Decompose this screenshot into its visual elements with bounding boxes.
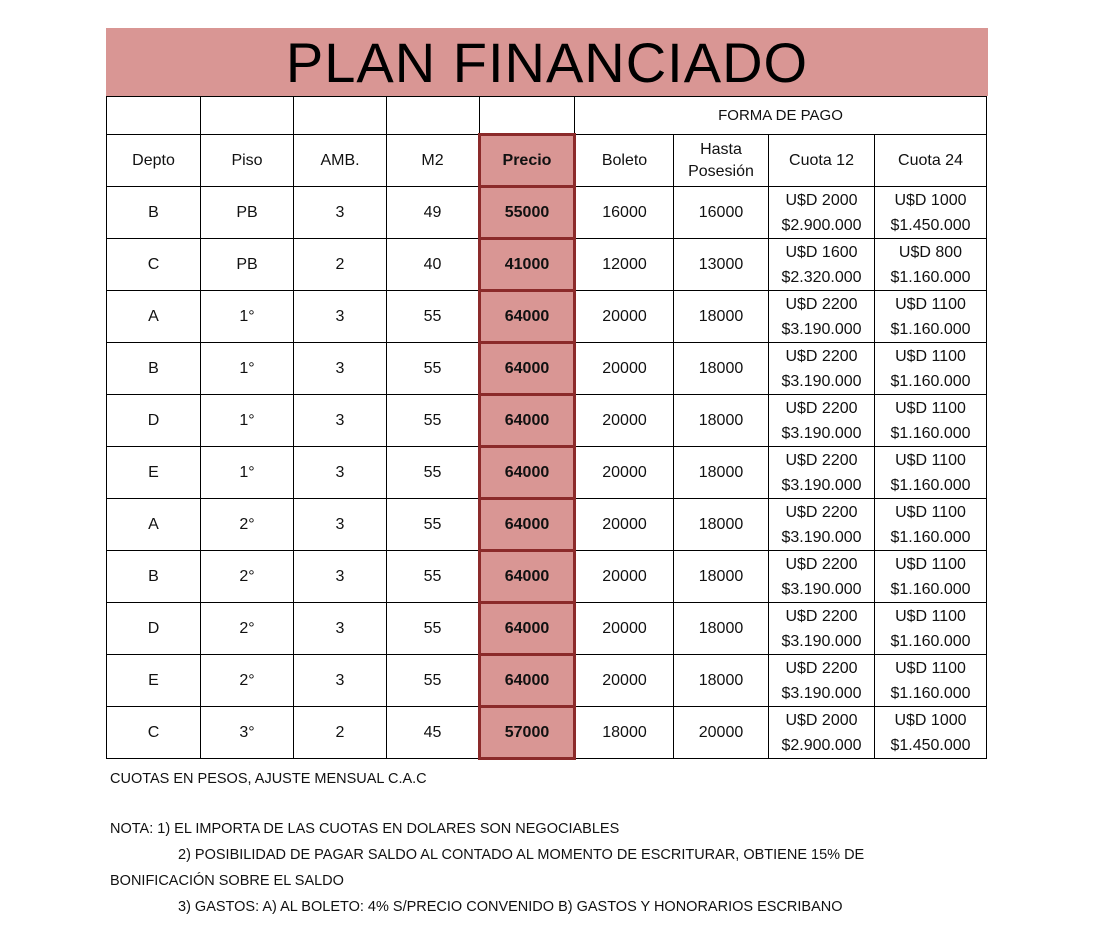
cuota-24-usd: U$D 1100: [895, 555, 966, 573]
table-row: [107, 187, 987, 239]
depto-cell: B: [107, 551, 201, 603]
table-group-header-row: [107, 97, 987, 135]
piso-cell: PB: [201, 239, 294, 291]
cuota-24-cell: [875, 707, 987, 759]
m2-cell: 55: [387, 291, 480, 343]
page-title: PLAN FINANCIADO: [106, 28, 988, 96]
empty-cell: [480, 97, 575, 135]
piso-cell: 2°: [201, 603, 294, 655]
cuota-24-ars: $1.160.000: [890, 632, 971, 650]
hasta-posesion-cell: 18000: [674, 655, 769, 707]
amb-cell: 3: [294, 603, 387, 655]
table-row: [107, 239, 987, 291]
table-row: [107, 603, 987, 655]
depto-cell: E: [107, 447, 201, 499]
header-amb: AMB.: [294, 135, 387, 187]
boleto-cell: 20000: [575, 343, 674, 395]
cuota-12-cell: [769, 187, 875, 239]
note-2-continued: BONIFICACIÓN SOBRE EL SALDO: [110, 873, 344, 889]
boleto-cell: 20000: [575, 551, 674, 603]
boleto-cell: 20000: [575, 395, 674, 447]
piso-cell: 1°: [201, 447, 294, 499]
piso-cell: 1°: [201, 395, 294, 447]
notes-section: [110, 766, 1010, 920]
depto-cell: D: [107, 603, 201, 655]
amb-cell: 3: [294, 655, 387, 707]
cuota-12-ars: $2.320.000: [781, 268, 862, 286]
cuota-24-ars: $1.160.000: [890, 684, 971, 702]
amb-cell: 3: [294, 343, 387, 395]
depto-cell: E: [107, 655, 201, 707]
cuota-12-cell: [769, 655, 875, 707]
hasta-posesion-cell: 18000: [674, 343, 769, 395]
precio-cell: 64000: [480, 499, 575, 551]
cuota-24-usd: U$D 800: [898, 243, 963, 261]
cuota-12-ars: $3.190.000: [781, 684, 862, 702]
header-boleto: Boleto: [575, 135, 674, 187]
depto-cell: B: [107, 343, 201, 395]
cuota-24-usd: U$D 1100: [895, 399, 966, 417]
cuota-24-cell: [875, 499, 987, 551]
piso-cell: 3°: [201, 707, 294, 759]
piso-cell: 2°: [201, 655, 294, 707]
cuota-24-ars: $1.160.000: [890, 424, 971, 442]
cuota-24-usd: U$D 1100: [895, 607, 966, 625]
cuota-24-ars: $1.450.000: [890, 736, 971, 754]
table-row: [107, 655, 987, 707]
amb-cell: 2: [294, 707, 387, 759]
empty-cell: [294, 97, 387, 135]
table-row: [107, 343, 987, 395]
precio-cell: 64000: [480, 603, 575, 655]
precio-cell: 57000: [480, 707, 575, 759]
empty-cell: [107, 97, 201, 135]
m2-cell: 45: [387, 707, 480, 759]
header-cuota-12: Cuota 12: [769, 135, 875, 187]
cuota-12-usd: U$D 2200: [785, 659, 858, 677]
note-1: NOTA: 1) EL IMPORTA DE LAS CUOTAS EN DOLARES SON NEGOCIABLES: [110, 821, 620, 837]
header-hasta-posesion: Hasta Posesión: [674, 135, 769, 187]
cuota-12-ars: $2.900.000: [781, 736, 862, 754]
cuota-12-cell: [769, 707, 875, 759]
cuota-24-ars: $1.160.000: [890, 580, 971, 598]
cuota-12-usd: U$D 2200: [785, 399, 858, 417]
cuota-24-cell: [875, 291, 987, 343]
amb-cell: 3: [294, 499, 387, 551]
depto-cell: B: [107, 187, 201, 239]
cuota-24-cell: [875, 187, 987, 239]
boleto-cell: 20000: [575, 291, 674, 343]
cuota-12-usd: U$D 2200: [785, 347, 858, 365]
m2-cell: 55: [387, 551, 480, 603]
piso-cell: 1°: [201, 291, 294, 343]
piso-cell: 2°: [201, 499, 294, 551]
cuota-12-cell: [769, 447, 875, 499]
depto-cell: A: [107, 499, 201, 551]
cuota-24-ars: $1.160.000: [890, 372, 971, 390]
header-piso: Piso: [201, 135, 294, 187]
precio-cell: 41000: [480, 239, 575, 291]
cuota-12-ars: $3.190.000: [781, 580, 862, 598]
table-row: [107, 707, 987, 759]
cuota-12-usd: U$D 1600: [785, 243, 858, 261]
precio-cell: 64000: [480, 291, 575, 343]
m2-cell: 55: [387, 395, 480, 447]
header-cuota-24: Cuota 24: [875, 135, 987, 187]
cuota-12-usd: U$D 2200: [785, 503, 858, 521]
header-depto: Depto: [107, 135, 201, 187]
piso-cell: 1°: [201, 343, 294, 395]
note-3: 3) GASTOS: A) AL BOLETO: 4% S/PRECIO CONVENIDO B) GASTOS Y HONORARIOS ESCRIBANO: [178, 899, 843, 915]
cuota-24-cell: [875, 447, 987, 499]
cuota-24-ars: $1.450.000: [890, 216, 971, 234]
cuota-24-ars: $1.160.000: [890, 320, 971, 338]
table-row: [107, 447, 987, 499]
cuota-24-usd: U$D 1100: [895, 451, 966, 469]
cuota-24-usd: U$D 1100: [895, 503, 966, 521]
amb-cell: 3: [294, 551, 387, 603]
cuota-24-ars: $1.160.000: [890, 476, 971, 494]
cuota-12-usd: U$D 2200: [785, 555, 858, 573]
table-header-row: [107, 135, 987, 187]
hasta-posesion-cell: 16000: [674, 187, 769, 239]
note-2: 2) POSIBILIDAD DE PAGAR SALDO AL CONTADO AL MOMENTO DE ESCRITURAR, OBTIENE 15% DE: [178, 847, 865, 863]
table-row: [107, 291, 987, 343]
cuota-12-usd: U$D 2000: [785, 711, 858, 729]
cuota-12-ars: $3.190.000: [781, 632, 862, 650]
cuota-12-cell: [769, 499, 875, 551]
hasta-posesion-cell: 18000: [674, 447, 769, 499]
boleto-cell: 12000: [575, 239, 674, 291]
amb-cell: 3: [294, 291, 387, 343]
table-row: [107, 395, 987, 447]
financing-table: [106, 96, 987, 760]
m2-cell: 55: [387, 603, 480, 655]
cuota-12-ars: $3.190.000: [781, 320, 862, 338]
cuota-12-cell: [769, 551, 875, 603]
m2-cell: 55: [387, 447, 480, 499]
boleto-cell: 20000: [575, 655, 674, 707]
m2-cell: 40: [387, 239, 480, 291]
cuota-24-ars: $1.160.000: [890, 528, 971, 546]
hasta-posesion-cell: 13000: [674, 239, 769, 291]
cuota-12-ars: $3.190.000: [781, 424, 862, 442]
precio-cell: 64000: [480, 343, 575, 395]
cuota-24-usd: U$D 1000: [894, 711, 967, 729]
amb-cell: 3: [294, 187, 387, 239]
cuota-12-ars: $2.900.000: [781, 216, 862, 234]
cuota-24-usd: U$D 1100: [895, 659, 966, 677]
cuota-24-cell: [875, 551, 987, 603]
depto-cell: D: [107, 395, 201, 447]
boleto-cell: 16000: [575, 187, 674, 239]
precio-cell: 64000: [480, 395, 575, 447]
depto-cell: C: [107, 239, 201, 291]
amb-cell: 2: [294, 239, 387, 291]
hasta-posesion-cell: 18000: [674, 603, 769, 655]
cuota-12-cell: [769, 395, 875, 447]
note-cuotas: CUOTAS EN PESOS, AJUSTE MENSUAL C.A.C: [110, 771, 427, 787]
hasta-posesion-cell: 20000: [674, 707, 769, 759]
cuota-24-usd: U$D 1000: [894, 191, 967, 209]
cuota-24-cell: [875, 603, 987, 655]
cuota-12-cell: [769, 343, 875, 395]
cuota-24-ars: $1.160.000: [890, 268, 971, 286]
table-row: [107, 499, 987, 551]
boleto-cell: 18000: [575, 707, 674, 759]
amb-cell: 3: [294, 395, 387, 447]
cuota-12-cell: [769, 603, 875, 655]
cuota-12-ars: $3.190.000: [781, 476, 862, 494]
empty-cell: [387, 97, 480, 135]
precio-cell: 64000: [480, 655, 575, 707]
amb-cell: 3: [294, 447, 387, 499]
hasta-posesion-cell: 18000: [674, 291, 769, 343]
table-row: [107, 551, 987, 603]
hasta-posesion-cell: 18000: [674, 395, 769, 447]
cuota-24-usd: U$D 1100: [895, 347, 966, 365]
boleto-cell: 20000: [575, 499, 674, 551]
cuota-12-ars: $3.190.000: [781, 372, 862, 390]
cuota-12-ars: $3.190.000: [781, 528, 862, 546]
hasta-posesion-cell: 18000: [674, 499, 769, 551]
m2-cell: 49: [387, 187, 480, 239]
boleto-cell: 20000: [575, 447, 674, 499]
cuota-24-cell: [875, 239, 987, 291]
precio-cell: 55000: [480, 187, 575, 239]
hasta-posesion-cell: 18000: [674, 551, 769, 603]
piso-cell: PB: [201, 187, 294, 239]
cuota-12-cell: [769, 239, 875, 291]
depto-cell: C: [107, 707, 201, 759]
precio-cell: 64000: [480, 551, 575, 603]
cuota-24-cell: [875, 343, 987, 395]
cuota-24-cell: [875, 395, 987, 447]
empty-cell: [201, 97, 294, 135]
header-precio: Precio: [480, 135, 575, 187]
piso-cell: 2°: [201, 551, 294, 603]
forma-de-pago-header: FORMA DE PAGO: [575, 97, 987, 135]
m2-cell: 55: [387, 499, 480, 551]
cuota-12-usd: U$D 2200: [785, 451, 858, 469]
m2-cell: 55: [387, 343, 480, 395]
cuota-12-usd: U$D 2000: [785, 191, 858, 209]
cuota-12-usd: U$D 2200: [785, 295, 858, 313]
cuota-12-usd: U$D 2200: [785, 607, 858, 625]
header-m2: M2: [387, 135, 480, 187]
depto-cell: A: [107, 291, 201, 343]
precio-cell: 64000: [480, 447, 575, 499]
cuota-12-cell: [769, 291, 875, 343]
boleto-cell: 20000: [575, 603, 674, 655]
cuota-24-cell: [875, 655, 987, 707]
cuota-24-usd: U$D 1100: [895, 295, 966, 313]
m2-cell: 55: [387, 655, 480, 707]
